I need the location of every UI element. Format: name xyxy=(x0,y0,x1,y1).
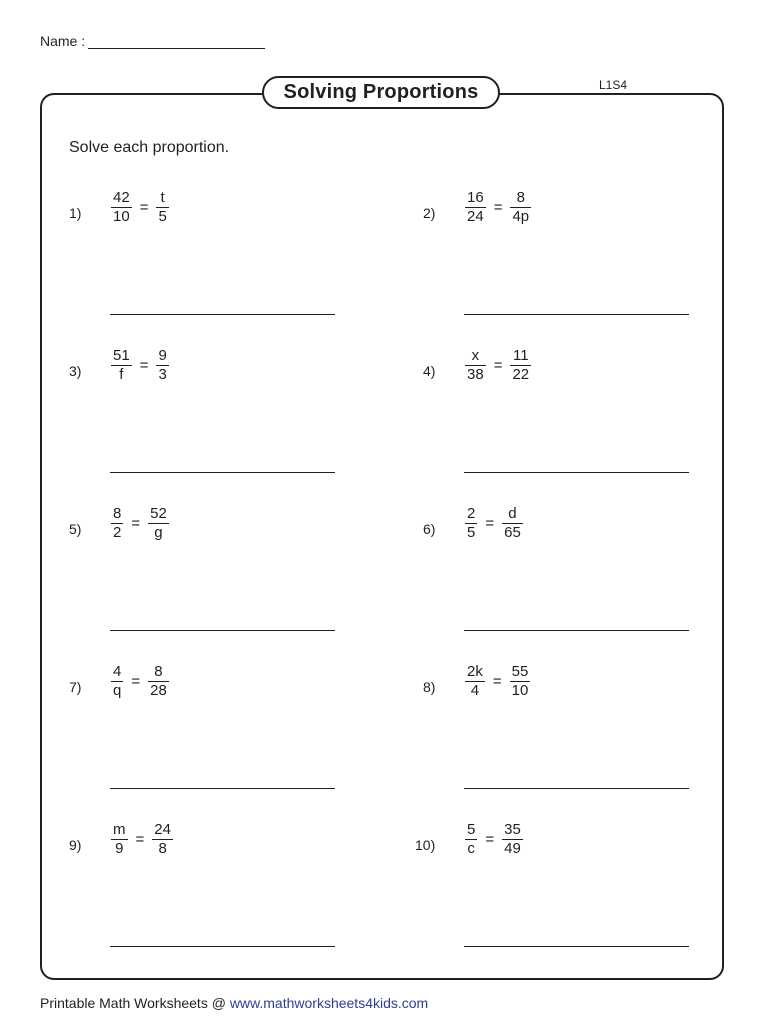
right-fraction xyxy=(510,189,531,226)
left-fraction xyxy=(465,347,486,384)
proportion-equation xyxy=(465,347,531,384)
equals-sign: = xyxy=(485,515,495,532)
numerator: 2 xyxy=(467,505,476,522)
numerator: 51 xyxy=(113,347,130,364)
denominator: 9 xyxy=(115,840,124,857)
answer-line[interactable] xyxy=(110,314,335,315)
denominator: 5 xyxy=(467,524,476,541)
answer-line[interactable] xyxy=(110,788,335,789)
problem-4 xyxy=(423,347,723,407)
problem-number: 7) xyxy=(69,679,82,695)
right-fraction xyxy=(510,347,531,384)
left-fraction xyxy=(111,347,132,384)
equals-sign: = xyxy=(131,515,141,532)
proportion-equation xyxy=(465,189,531,226)
answer-line[interactable] xyxy=(464,630,689,631)
denominator: c xyxy=(467,840,475,857)
denominator: 22 xyxy=(512,366,530,383)
numerator: 11 xyxy=(513,347,529,364)
equals-sign: = xyxy=(135,831,145,848)
numerator: 9 xyxy=(158,347,167,364)
problem-9 xyxy=(69,821,369,881)
problem-6 xyxy=(423,505,723,565)
right-fraction xyxy=(148,663,169,700)
name-field[interactable] xyxy=(88,48,265,49)
numerator: 16 xyxy=(467,189,484,206)
numerator: 55 xyxy=(511,663,529,680)
equals-sign: = xyxy=(139,357,149,374)
answer-line[interactable] xyxy=(110,946,335,947)
problem-5 xyxy=(69,505,369,565)
proportion-equation xyxy=(465,663,530,700)
equals-sign: = xyxy=(493,199,503,216)
problem-number: 10) xyxy=(415,837,436,853)
denominator: 65 xyxy=(504,524,521,541)
denominator: 8 xyxy=(158,840,167,857)
footer-text: Printable Math Worksheets @ xyxy=(40,995,230,1011)
denominator: f xyxy=(119,366,124,383)
equals-sign: = xyxy=(493,357,503,374)
problem-number: 1) xyxy=(69,205,82,221)
left-fraction xyxy=(111,505,123,542)
right-fraction xyxy=(148,505,169,542)
right-fraction xyxy=(152,821,173,858)
denominator: 24 xyxy=(467,208,484,225)
proportion-equation xyxy=(111,821,173,858)
problem-number: 2) xyxy=(423,205,436,221)
proportion-equation xyxy=(465,505,523,542)
right-fraction xyxy=(156,189,168,226)
numerator: x xyxy=(471,347,480,364)
footer xyxy=(40,995,428,1011)
denominator: 5 xyxy=(158,208,167,225)
name-label: Name : xyxy=(40,33,86,49)
numerator: m xyxy=(113,821,126,838)
left-fraction xyxy=(465,821,477,858)
denominator: q xyxy=(113,682,122,699)
equals-sign: = xyxy=(131,673,141,690)
denominator: 4p xyxy=(512,208,530,225)
problem-3 xyxy=(69,347,369,407)
problem-number: 5) xyxy=(69,521,82,537)
problem-number: 6) xyxy=(423,521,436,537)
proportion-equation xyxy=(111,663,169,700)
problem-number: 4) xyxy=(423,363,436,379)
worksheet-title: Solving Proportions xyxy=(262,76,500,109)
proportion-equation xyxy=(111,347,169,384)
right-fraction xyxy=(502,821,523,858)
left-fraction xyxy=(465,505,477,542)
numerator: 35 xyxy=(504,821,521,838)
answer-line[interactable] xyxy=(464,946,689,947)
numerator: 52 xyxy=(150,505,167,522)
proportion-equation xyxy=(465,821,523,858)
denominator: 49 xyxy=(504,840,521,857)
problem-number: 8) xyxy=(423,679,436,695)
numerator: t xyxy=(160,189,165,206)
answer-line[interactable] xyxy=(464,788,689,789)
denominator: 28 xyxy=(150,682,167,699)
left-fraction xyxy=(465,189,486,226)
numerator: 4 xyxy=(113,663,122,680)
equals-sign: = xyxy=(492,673,502,690)
denominator: 10 xyxy=(113,208,130,225)
problem-2 xyxy=(423,189,723,249)
answer-line[interactable] xyxy=(110,472,335,473)
numerator: 42 xyxy=(113,189,130,206)
denominator: 38 xyxy=(467,366,484,383)
instructions: Solve each proportion. xyxy=(69,139,230,156)
denominator: 10 xyxy=(511,682,529,699)
worksheet-code: L1S4 xyxy=(599,78,628,92)
numerator: 5 xyxy=(467,821,476,838)
denominator: 3 xyxy=(158,366,167,383)
numerator: 2k xyxy=(467,663,483,680)
left-fraction xyxy=(111,189,132,226)
numerator: 24 xyxy=(154,821,171,838)
denominator: 2 xyxy=(113,524,122,541)
equals-sign: = xyxy=(485,831,495,848)
numerator: 8 xyxy=(154,663,163,680)
problem-7 xyxy=(69,663,369,723)
problem-8 xyxy=(423,663,723,723)
right-fraction xyxy=(156,347,168,384)
left-fraction xyxy=(465,663,485,700)
numerator: d xyxy=(508,505,517,522)
numerator: 8 xyxy=(113,505,122,522)
numerator: 8 xyxy=(516,189,525,206)
right-fraction xyxy=(502,505,523,542)
left-fraction xyxy=(111,821,128,858)
answer-line[interactable] xyxy=(110,630,335,631)
proportion-equation xyxy=(111,505,169,542)
problem-number: 3) xyxy=(69,363,82,379)
right-fraction xyxy=(510,663,531,700)
footer-link[interactable]: www.mathworksheets4kids.com xyxy=(229,995,429,1011)
problem-1 xyxy=(69,189,369,249)
denominator: g xyxy=(154,524,163,541)
left-fraction xyxy=(111,663,123,700)
equals-sign: = xyxy=(139,199,149,216)
problem-10 xyxy=(415,821,723,881)
problem-number: 9) xyxy=(69,837,82,853)
answer-line[interactable] xyxy=(464,472,689,473)
answer-line[interactable] xyxy=(464,314,689,315)
denominator: 4 xyxy=(470,682,480,699)
proportion-equation xyxy=(111,189,169,226)
